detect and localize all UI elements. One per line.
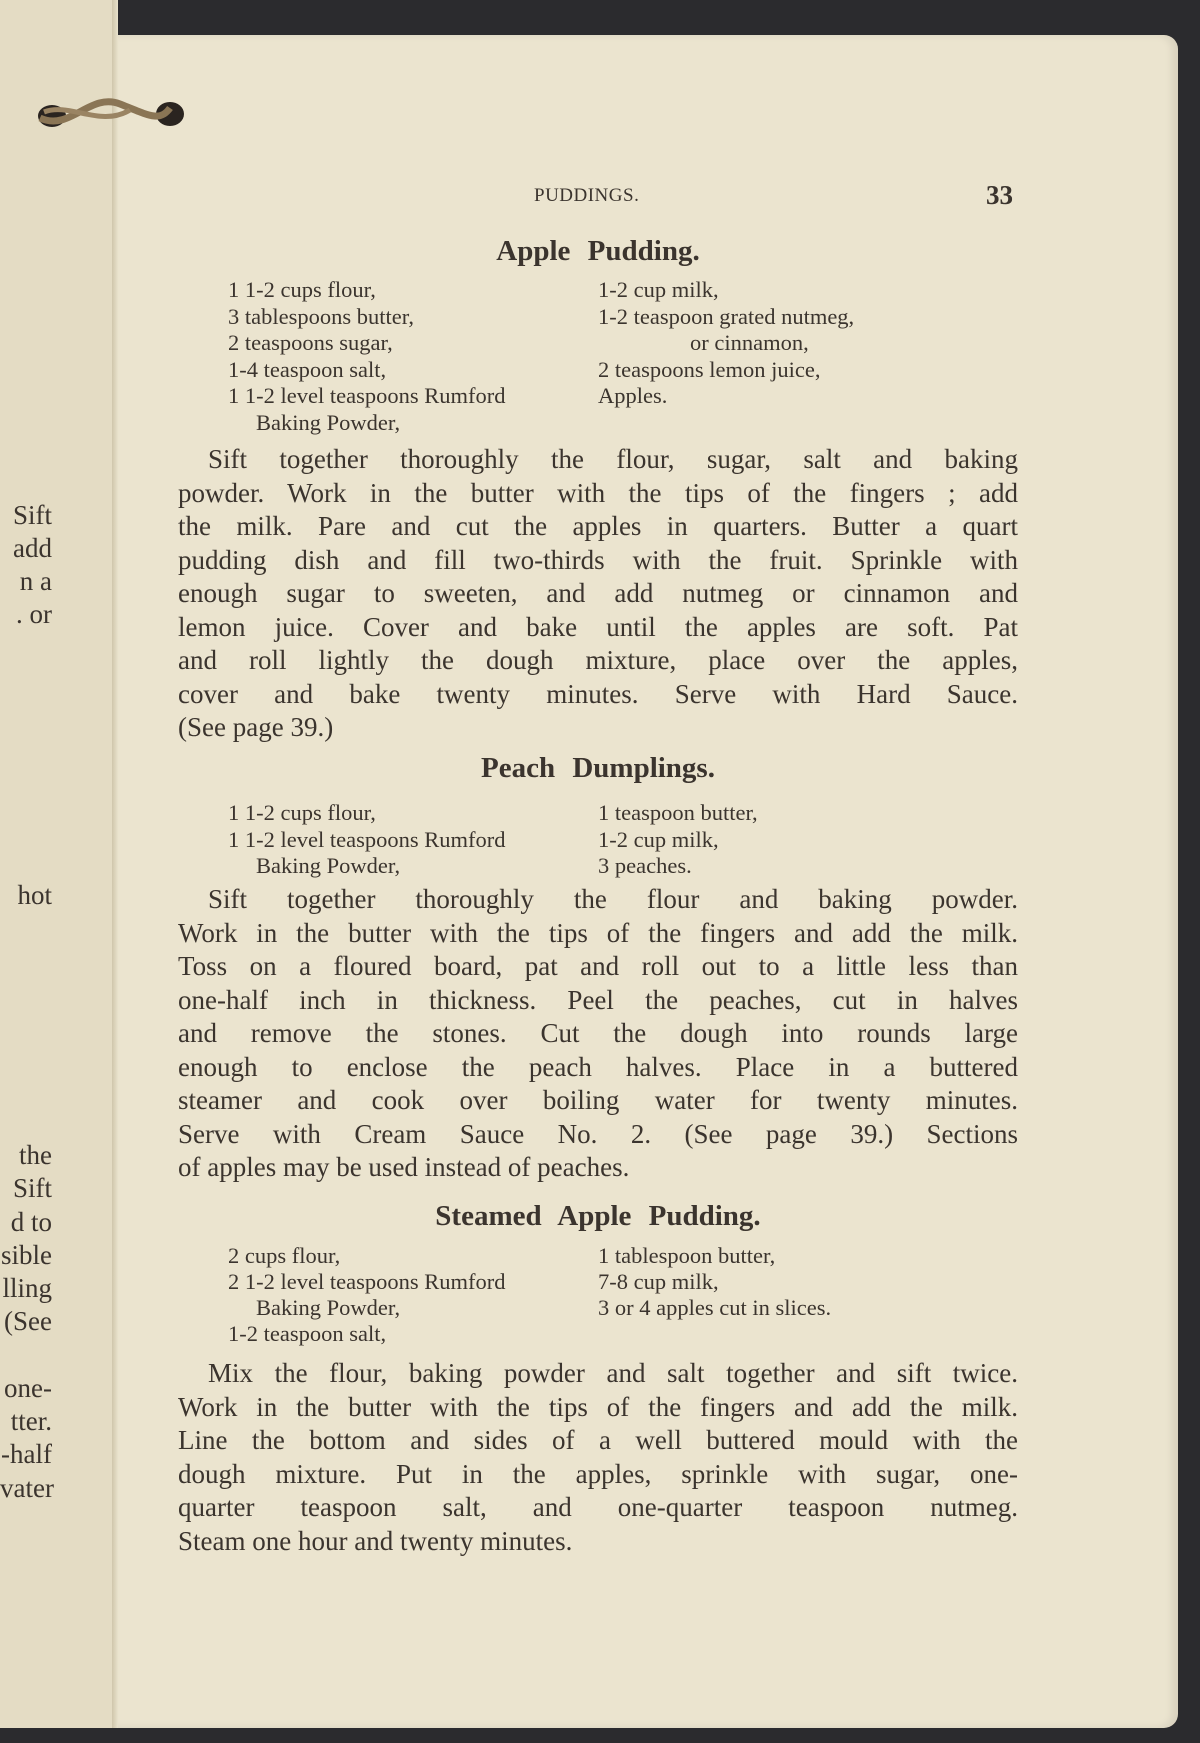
directions-line: Toss on a floured board, pat and roll out to a little less than: [178, 951, 1018, 981]
left-page-fragment: (See: [4, 1306, 52, 1336]
directions-line: Sift together thoroughly the flour, sugar, salt and baking: [208, 444, 1018, 474]
ingredients-right: [598, 277, 854, 410]
left-page-fragment: one-: [4, 1373, 52, 1403]
ingredients-right: [598, 800, 758, 880]
recipe-directions: [178, 1357, 1018, 1558]
ingredient: 1 1-2 level teaspoons Rumford: [228, 383, 506, 408]
left-page-fragment: . or: [16, 599, 52, 629]
ingredient: Baking Powder,: [256, 1295, 401, 1320]
ingredient: 2 teaspoons sugar,: [228, 330, 393, 355]
directions-line: Steam one hour and twenty minutes.: [178, 1525, 573, 1556]
left-page-fragment: hot: [17, 880, 52, 910]
directions-line: the milk. Pare and cut the apples in quarters. Butter a quart: [178, 511, 1018, 541]
left-page-fragment: Sift: [12, 1173, 52, 1203]
running-head: PUDDINGS.: [534, 185, 640, 206]
left-page-fragment: vater: [0, 1473, 54, 1503]
directions-line: Mix the flour, baking powder and salt together and sift twice.: [208, 1358, 1018, 1388]
ingredients-left: [228, 1243, 505, 1347]
directions-line: dough mixture. Put in the apples, sprinkle with sugar, one-: [178, 1458, 1018, 1489]
ingredient: 1 1-2 cups flour,: [228, 277, 376, 302]
left-page-fragment: -half: [1, 1439, 52, 1469]
ingredient: 1-2 cup milk,: [598, 826, 719, 852]
left-page-fragment: lling: [2, 1273, 52, 1303]
binding-string-icon: [30, 92, 190, 138]
ingredients-left: [228, 277, 505, 436]
directions-line: and roll lightly the dough mixture, place over the apples,: [178, 645, 1018, 675]
ingredient: Baking Powder,: [256, 853, 401, 878]
ingredient: 1 tablespoon butter,: [598, 1243, 776, 1268]
recipe-title: Steamed Apple Pudding.: [435, 1200, 761, 1232]
ingredient: 1-2 teaspoon grated nutmeg,: [598, 303, 855, 329]
ingredient: 2 1-2 level teaspoons Rumford: [228, 1269, 506, 1294]
left-page-fragment: n a: [19, 566, 52, 596]
left-page-fragment: d to: [10, 1207, 52, 1237]
directions-line: one-half inch in thickness. Peel the peaches, cut in halves: [178, 984, 1018, 1015]
directions-line: Serve with Cream Sauce No. 2. (See page 39.) Sections: [178, 1118, 1018, 1149]
directions-line: cover and bake twenty minutes. Serve with Hard Sauce.: [178, 678, 1018, 709]
ingredient: 7-8 cup milk,: [598, 1269, 719, 1294]
left-page-fragment: Sift: [12, 500, 52, 530]
ingredient: 1 teaspoon butter,: [598, 800, 758, 825]
ingredient: 2 teaspoons lemon juice,: [598, 356, 821, 382]
directions-line: (See page 39.): [178, 712, 334, 742]
directions-line: Work in the butter with the tips of the fingers and add the milk.: [178, 1391, 1018, 1422]
ingredient: or cinnamon,: [690, 330, 809, 355]
recipe-directions: [178, 443, 1018, 745]
ingredient: Baking Powder,: [256, 409, 401, 435]
left-page-fragment: add: [13, 533, 52, 563]
left-page-fragment: tter.: [10, 1406, 52, 1436]
directions-line: Work in the butter with the tips of the fingers and add the milk.: [178, 917, 1018, 948]
directions-line: lemon juice. Cover and bake until the apples are soft. Pat: [178, 611, 1018, 642]
page-number: 33: [986, 180, 1013, 210]
recipe-directions: [178, 883, 1018, 1185]
ingredients-left: [228, 800, 505, 880]
directions-line: Line the bottom and sides of a well buttered mould with the: [178, 1425, 1018, 1455]
directions-line: powder. Work in the butter with the tips of the fingers ; add: [178, 477, 1018, 508]
ingredient: 3 or 4 apples cut in slices.: [598, 1295, 832, 1320]
directions-line: enough sugar to sweeten, and add nutmeg or cinnamon and: [178, 578, 1018, 608]
ingredient: 3 peaches.: [598, 853, 692, 878]
ingredient: Apples.: [598, 383, 668, 408]
directions-line: Sift together thoroughly the flour and baking powder.: [208, 884, 1018, 914]
ingredient: 1-2 teaspoon salt,: [228, 1321, 387, 1346]
ingredient: 3 tablespoons butter,: [228, 303, 414, 329]
directions-line: quarter teaspoon salt, and one-quarter teaspoon nutmeg.: [178, 1492, 1018, 1522]
left-page-fragment: sible: [1, 1240, 52, 1270]
ingredient: 1-4 teaspoon salt,: [228, 356, 387, 382]
ingredient: 1 1-2 level teaspoons Rumford: [228, 826, 506, 852]
directions-line: enough to enclose the peach halves. Place in a buttered: [178, 1051, 1018, 1082]
directions-line: of apples may be used instead of peaches.: [178, 1152, 630, 1182]
recipe-title: Apple Pudding.: [496, 235, 700, 267]
ingredient: 1-2 cup milk,: [598, 277, 719, 302]
directions-line: steamer and cook over boiling water for twenty minutes.: [178, 1085, 1018, 1115]
directions-line: and remove the stones. Cut the dough into rounds large: [178, 1018, 1018, 1048]
left-page-fragment: the: [19, 1140, 52, 1170]
ingredient: 1 1-2 cups flour,: [228, 800, 376, 825]
ingredient: 2 cups flour,: [228, 1243, 341, 1268]
directions-line: pudding dish and fill two-thirds with the fruit. Sprinkle with: [178, 544, 1018, 575]
ingredients-right: [598, 1243, 831, 1321]
recipe-title: Peach Dumplings.: [481, 752, 715, 784]
